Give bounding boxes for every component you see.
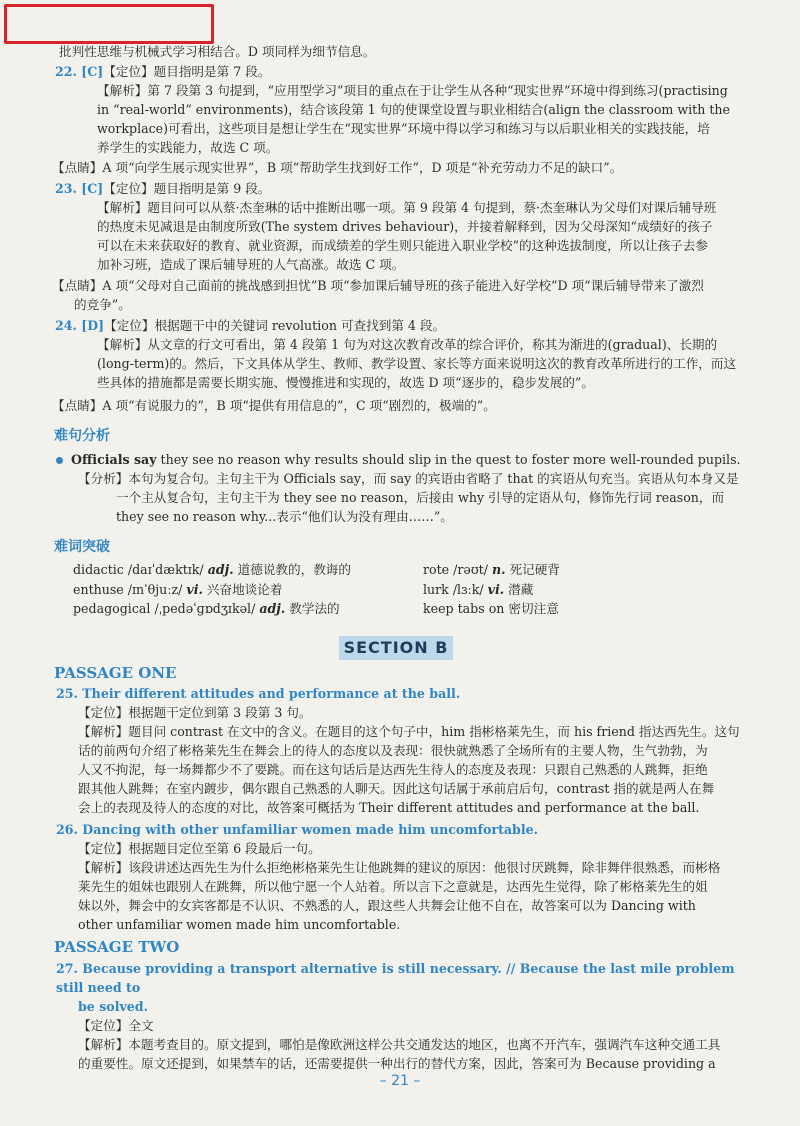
q23-analysis-2: 的热度未见减退是由制度所致(The system drives behaviour)，并接着解释到，因为父母深知“成绩好的孩子 [97,219,713,234]
q23-analysis-4: 加补习班，造成了课后辅导班的人气高涨。故选 C 项。 [97,257,405,272]
bullet-icon [56,457,63,464]
q23-number: 23. [C] [55,181,104,196]
q24-analysis-3: 些具体的措施都是需要长期实施、慢慢推进和实现的，故选 D 项“逐步的，稳步发展的”。 [97,375,594,390]
q24-note: 【点睛】A 项“有说服力的”，B 项“提供有用信息的”，C 项“剧烈的，极端的”。 [52,398,496,413]
q26-position: 【定位】根据题目定位至第 6 段最后一句。 [78,841,321,856]
q22-analysis-1: 【解析】第 7 段第 3 句提到，“应用型学习”项目的重点在于让学生从各种“现实世界”环境中得到练习(practising [97,83,728,98]
question-24 [55,316,755,392]
q25-position: 【定位】根据题干定位到第 3 段第 3 句。 [78,705,312,720]
question-22 [55,62,755,157]
vocab-item: didactic /daɪˈdæktɪk/ adj. 道德说教的，教诲的 [73,562,351,577]
q24-analysis-1: 【解析】从文章的行文可看出，第 4 段第 1 句为对这次教育改革的综合评价，称其为渐进的(gradual)、长期的 [97,337,718,352]
q27-answer-1: 27. Because providing a transport alternative is still necessary. // Because the last mile problem still need to [56,961,735,995]
vocab-item: keep tabs on 密切注意 [423,601,559,616]
q22-analysis-3: workplace)可看出，这些项目是想让学生在“现实世界”环境中得以学习和练习与以后职业相关的实践技能，培 [97,121,710,136]
q22-analysis-2: in “real-world” environments)，结合该段第 1 句的使课堂设置与职业相结合(align the classroom with the [97,102,730,117]
question-25: 25. Their different attitudes and performance at the ball. 【定位】根据题干定位到第 3 段第 3 句。 【解析】题目问 contrast 在文中的含义。在题目的这个句子中，him 指彬格莱先生，而 his friend 指达西先生。这句 话的前两句介绍了彬格莱先生在舞会上的待人的态度以及表现：很快就熟悉了全场所有的主要人物，生气勃勃，为 人又不拘泥，每一场舞都少不了要跳。而在这句话后是达西先生待人的态度及表现：只跟自己熟悉的人跳舞，拒绝 跟其他人跳舞；在室内踱步，偶尔跟自己熟悉的人聊天。因此这句话属于承前启后句，contrast 指的就是两人在舞 会上的表现及待人的态度的对比，故答案可概括为 Their different attitudes and performance at the ball. [56,684,756,817]
q24-position: 【定位】根据题干中的关键词 revolution 可查找到第 4 段。 [104,318,446,333]
vocabulary-heading: 难词突破 [54,539,110,555]
vocab-item: rote /rəʊt/ n. 死记硬背 [423,562,560,577]
q26-answer: 26. Dancing with other unfamiliar women made him uncomfortable. [56,822,539,837]
q24-number: 24. [D] [55,318,105,333]
passage-two-heading: PASSAGE TWO [54,938,180,956]
q27-position: 【定位】全文 [78,1018,154,1033]
sentence-analysis-3: they see no reason why...表示“他们认为没有理由……”。 [116,509,453,524]
q22-analysis-4: 养学生的实践能力，故选 C 项。 [97,140,279,155]
q23-note: 【点睛】A 项“父母对自己面前的挑战感到担忧”B 项“参加课后辅导班的孩子能进入好学校”D 项“课后辅导带来了激烈 的竞争”。 [52,278,704,312]
q27-answer-2: be solved. [78,999,148,1014]
q23-position: 【定位】题目指明是第 9 段。 [103,181,271,196]
passage-one-heading: PASSAGE ONE [54,664,177,682]
top-fragment: 批判性思维与机械式学习相结合。D 项同样为细节信息。 [59,44,376,59]
question-23 [55,179,755,274]
vocab-item: pedagogical /ˌpedəˈɡɒdʒɪkəl/ adj. 教学法的 [73,601,340,616]
difficult-sentence-heading: 难句分析 [54,428,110,444]
vocabulary-list [73,560,773,619]
page-number: – 21 – [379,1073,421,1089]
q24-analysis-2: (long-term)的。然后，下文具体从学生、教师、教学设置、家长等方面来说明这次的教育改革所进行的工作，而这 [97,356,737,371]
q23-analysis-1: 【解析】题目问可以从蔡·杰奎琳的话中推断出哪一项。第 9 段第 4 句提到，蔡·杰奎琳认为父母们对课后辅导班 [97,200,717,215]
q22-position: 【定位】题目指明是第 7 段。 [103,64,271,79]
q23-analysis-3: 可以在未来获取好的教育、就业资源，而成绩差的学生则只能进入职业学校”的这种选拔制度，所以让孩子去参 [97,238,708,253]
section-b-banner: SECTION B [339,636,453,660]
vocab-column-right [423,560,773,619]
vocab-item: lurk /lɜːk/ vi. 潜藏 [423,581,534,597]
q22-number: 22. [C] [55,64,104,79]
difficult-sentence: Officials say they see no reason why results should slip in the quest to foster more well-rounded pupils. 【分析】本句为复合句。主句主干为 Officials say，而 say 的宾语由省略了 that 的宾语从句充当。宾语从句本身又是 一个主从复合句，主句主干为 they see no reason，后接由 why 引导的定语从句，修饰先行词 reason，而 they see no reason why...表示“他们认为没有理由……”。 [56,450,756,526]
sentence-analysis-1: 【分析】本句为复合句。主句主干为 Officials say，而 say 的宾语由省略了 that 的宾语从句充当。宾语从句本身又是 [78,471,739,486]
vocab-item: enthuse /ɪnˈθjuːz/ vi. 兴奋地谈论着 [73,581,283,597]
question-27: 27. Because providing a transport alternative is still necessary. // Because the last mile problem still need to be solved. 【定位】全文 【解析】本题考查目的。原文提到，哪怕是像欧洲这样公共交通发达的地区，也离不开汽车，强调汽车这种交通工具 的重要性。原文还提到，如果禁车的话，还需要提供一种出行的替代方案，因此，答案可为 Because providing a [56,959,756,1073]
q22-note: 【点睛】A 项“向学生展示现实世界”，B 项“帮助学生找到好工作”，D 项是“补充劳动力不足的缺口”。 [52,160,623,175]
sentence-analysis-2: 一个主从复合句，主句主干为 they see no reason，后接由 why 引导的定语从句，修饰先行词 reason，而 [116,490,725,505]
question-26: 26. Dancing with other unfamiliar women made him uncomfortable. 【定位】根据题目定位至第 6 段最后一句。 【解析】该段讲述达西先生为什么拒绝彬格莱先生让他跳舞的建议的原因：他很讨厌跳舞，除非舞伴很熟悉，而彬格 莱先生的姐妹也跟别人在跳舞，所以他宁愿一个人站着。所以言下之意就是，达西先生觉得，除了彬格莱先生的姐 妹以外，舞会中的女宾客都是不认识、不熟悉的人，跟这些人共舞会让他不自在，故答案可以为 Dancing with other unfamiliar women made him uncomfortable. [56,820,756,934]
vocab-column-left [73,560,423,619]
q25-answer: 25. Their different attitudes and performance at the ball. [56,686,461,701]
